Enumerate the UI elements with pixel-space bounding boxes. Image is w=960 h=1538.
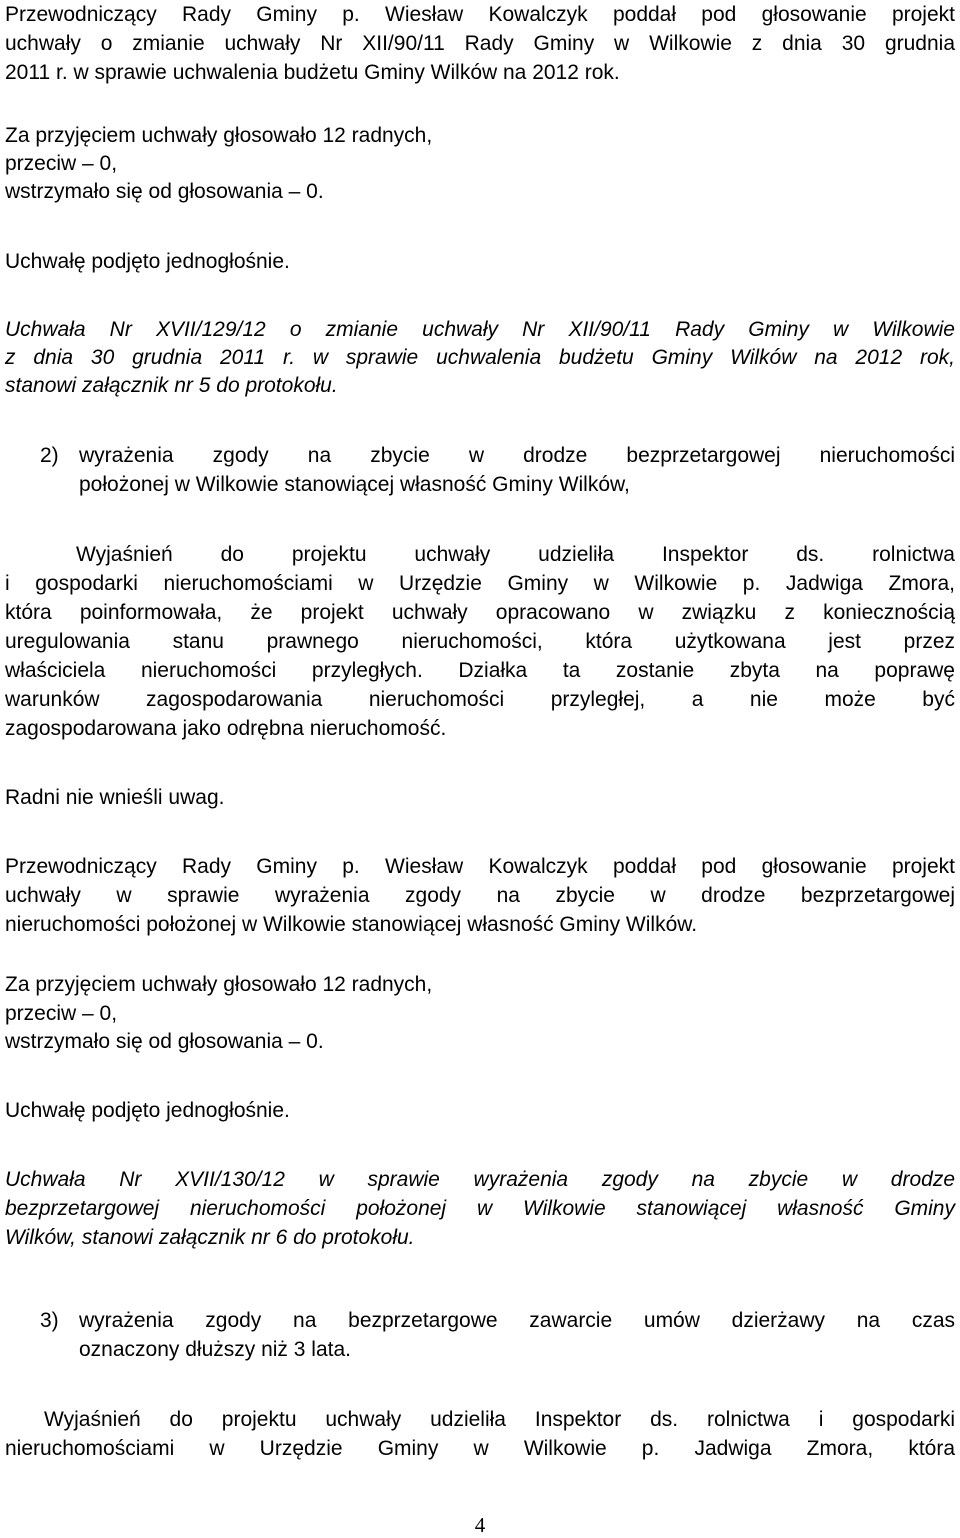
text-line: zagospodarowana jako odrębna nieruchomość.	[5, 717, 447, 740]
text-line: warunków zagospodarowania nieruchomości przyległej, a nie może być	[5, 688, 955, 711]
text-line: Uchwała Nr XVII/130/12 w sprawie wyrażenia zgody na zbycie w drodze	[5, 1168, 955, 1191]
item-number: 3)	[40, 1309, 59, 1332]
votes-abstain: wstrzymało się od głosowania – 0.	[5, 1030, 324, 1053]
text-line: bezprzetargowej nieruchomości położonej w Wilkowie stanowiącej własność Gminy	[5, 1197, 955, 1220]
item-number: 2)	[40, 444, 59, 467]
text-line: uchwały w sprawie wyrażenia zgody na zbycie w drodze bezprzetargowej	[5, 884, 955, 907]
text-line: Przewodniczący Rady Gminy p. Wiesław Kowalczyk poddał pod głosowanie projekt	[5, 3, 955, 26]
text-line: Wilków, stanowi załącznik nr 6 do protokołu.	[5, 1226, 415, 1249]
text-line: wyrażenia zgody na zbycie w drodze bezprzetargowej nieruchomości	[79, 444, 955, 467]
votes-abstain: wstrzymało się od głosowania – 0.	[5, 180, 324, 203]
text-line: Przewodniczący Rady Gminy p. Wiesław Kowalczyk poddał pod głosowanie projekt	[5, 855, 955, 878]
no-remarks: Radni nie wnieśli uwag.	[5, 786, 225, 809]
votes-against: przeciw – 0,	[5, 1002, 118, 1025]
text-line: nieruchomościami w Urzędzie Gminy w Wilkowie p. Jadwiga Zmora, która	[5, 1437, 955, 1460]
text-line: Wyjaśnień do projektu uchwały udzieliła Inspektor ds. rolnictwa i gospodarki	[44, 1408, 955, 1431]
text-line: stanowi załącznik nr 5 do protokołu.	[5, 374, 338, 397]
votes-against: przeciw – 0,	[5, 152, 118, 175]
text-line: 2011 r. w sprawie uchwalenia budżetu Gminy Wilków na 2012 rok.	[5, 61, 620, 84]
text-line: która poinformowała, że projekt uchwały opracowano w związku z koniecznością	[5, 601, 955, 624]
text-line: wyrażenia zgody na bezprzetargowe zawarcie umów dzierżawy na czas	[79, 1309, 955, 1332]
text-line: Uchwała Nr XVII/129/12 o zmianie uchwały Nr XII/90/11 Rady Gminy w Wilkowie	[5, 318, 955, 341]
text-line: oznaczony dłuższy niż 3 lata.	[79, 1338, 351, 1361]
text-line: z dnia 30 grudnia 2011 r. w sprawie uchwalenia budżetu Gminy Wilków na 2012 rok,	[5, 346, 955, 369]
votes-for: Za przyjęciem uchwały głosowało 12 radnych,	[5, 124, 433, 147]
vote1-result: Uchwałę podjęto jednogłośnie.	[5, 250, 290, 273]
text-line: położonej w Wilkowie stanowiącej własność Gminy Wilków,	[79, 473, 630, 496]
text-line: uregulowania stanu prawnego nieruchomości, która użytkowana jest przez	[5, 630, 955, 653]
vote2-result: Uchwałę podjęto jednogłośnie.	[5, 1099, 290, 1122]
text-line: uchwały o zmianie uchwały Nr XII/90/11 Rady Gminy w Wilkowie z dnia 30 grudnia	[5, 32, 955, 55]
text-line: i gospodarki nieruchomościami w Urzędzie Gminy w Wilkowie p. Jadwiga Zmora,	[5, 572, 955, 595]
page-number: 4	[474, 1513, 486, 1537]
votes-for: Za przyjęciem uchwały głosowało 12 radnych,	[5, 973, 433, 996]
text-line: Wyjaśnień do projektu uchwały udzieliła Inspektor ds. rolnictwa	[76, 543, 955, 566]
text-line: nieruchomości położonej w Wilkowie stanowiącej własność Gminy Wilków.	[5, 913, 698, 936]
text-line: właściciela nieruchomości przyległych. Działka ta zostanie zbyta na poprawę	[5, 659, 955, 682]
